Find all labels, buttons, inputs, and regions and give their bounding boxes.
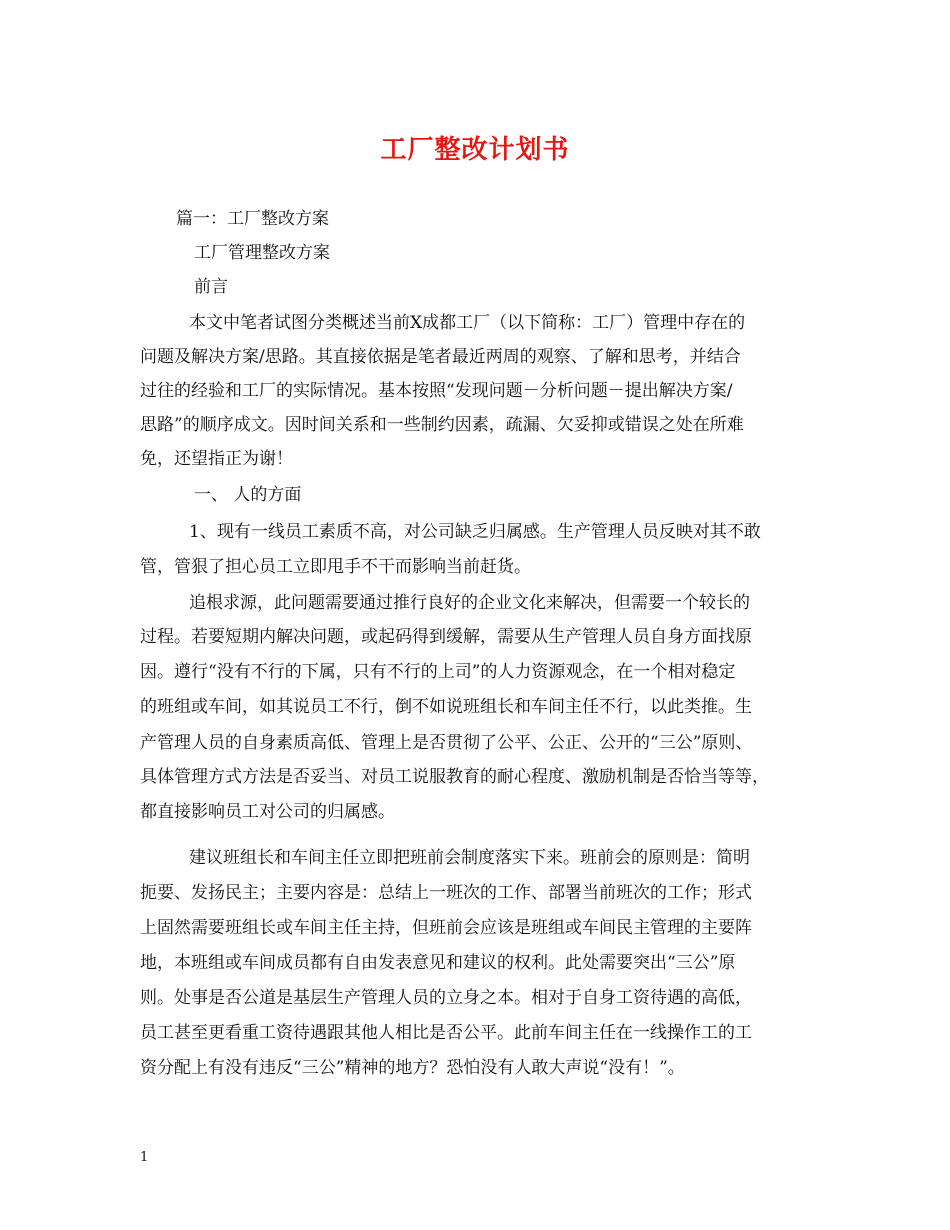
page-number: 1 [140,1150,149,1165]
document-title: 工厂整改计划书 [380,135,570,165]
paragraph-line: 则。处事是否公道是基层生产管理人员的立身之本。相对于自身工资待遇的高低， [140,988,752,1008]
paragraph-line: 具体管理方式方法是否妥当、对员工说服教育的耐心程度、激励机制是否恰当等等， [140,767,769,787]
paragraph-line: 思路”的顺序成文。因时间关系和一些制约因素，疏漏、欠妥抑或错误之处在所难 [140,415,744,435]
paragraph-line: 因。遵行“没有不行的下属，只有不行的上司”的人力资源观念，在一个相对稳定 [140,662,736,682]
paragraph-line: 管，管狠了担心员工立即甩手不干而影响当前赶货。 [140,557,531,577]
paragraph-line: 追根求源，此问题需要通过推行良好的企业文化来解决，但需要一个较长的 [189,593,750,613]
paragraph-line: 都直接影响员工对公司的归属感。 [140,802,395,822]
paragraph-line: 员工甚至更看重工资待遇跟其他人相比是否公平。此前车间主任在一线操作工的工 [140,1023,752,1043]
paragraph-line: 过往的经验和工厂的实际情况。基本按照“发现问题－分析问题－提出解决方案/ [140,381,733,401]
subsection-heading: 工厂管理整改方案 [194,243,330,263]
paragraph-line: 的班组或车间，如其说员工不行，倒不如说班组长和车间主任不行，以此类推。生 [140,697,752,717]
paragraph-line: 资分配上有没有违反“三公”精神的地方？恐怕没有人敢大声说“没有！”。 [140,1058,685,1078]
paragraph-line: 扼要、发扬民主；主要内容是：总结上一班次的工作、部署当前班次的工作；形式 [140,883,752,903]
preface-heading: 前言 [194,277,228,297]
paragraph-line: 上固然需要班组长或车间主任主持，但班前会应该是班组或车间民主管理的主要阵 [140,918,752,938]
paragraph-line: 问题及解决方案/思路。其直接依据是笔者最近两周的观察、了解和思考，并结合 [140,347,741,367]
paragraph-line: 本文中笔者试图分类概述当前X成都工厂（以下简称：工厂）管理中存在的 [189,313,746,333]
paragraph-line: 免，还望指正为谢！ [140,449,293,469]
paragraph-line: 产管理人员的自身素质高低、管理上是否贯彻了公平、公正、公开的“三公”原则、 [140,733,753,753]
paragraph-line: 1、现有一线员工素质不高，对公司缺乏归属感。生产管理人员反映对其不敢 [189,522,761,542]
paragraph-line: 建议班组长和车间主任立即把班前会制度落实下来。班前会的原则是：简明 [189,848,750,868]
paragraph-line: 过程。若要短期内解决问题，或起码得到缓解，需要从生产管理人员自身方面找原 [140,627,752,647]
section-heading: 篇一：工厂整改方案 [176,209,329,229]
chapter-heading: 一、 人的方面 [194,485,302,505]
paragraph-line: 地，本班组或车间成员都有自由发表意见和建议的权利。此处需要突出“三公”原 [140,953,736,973]
